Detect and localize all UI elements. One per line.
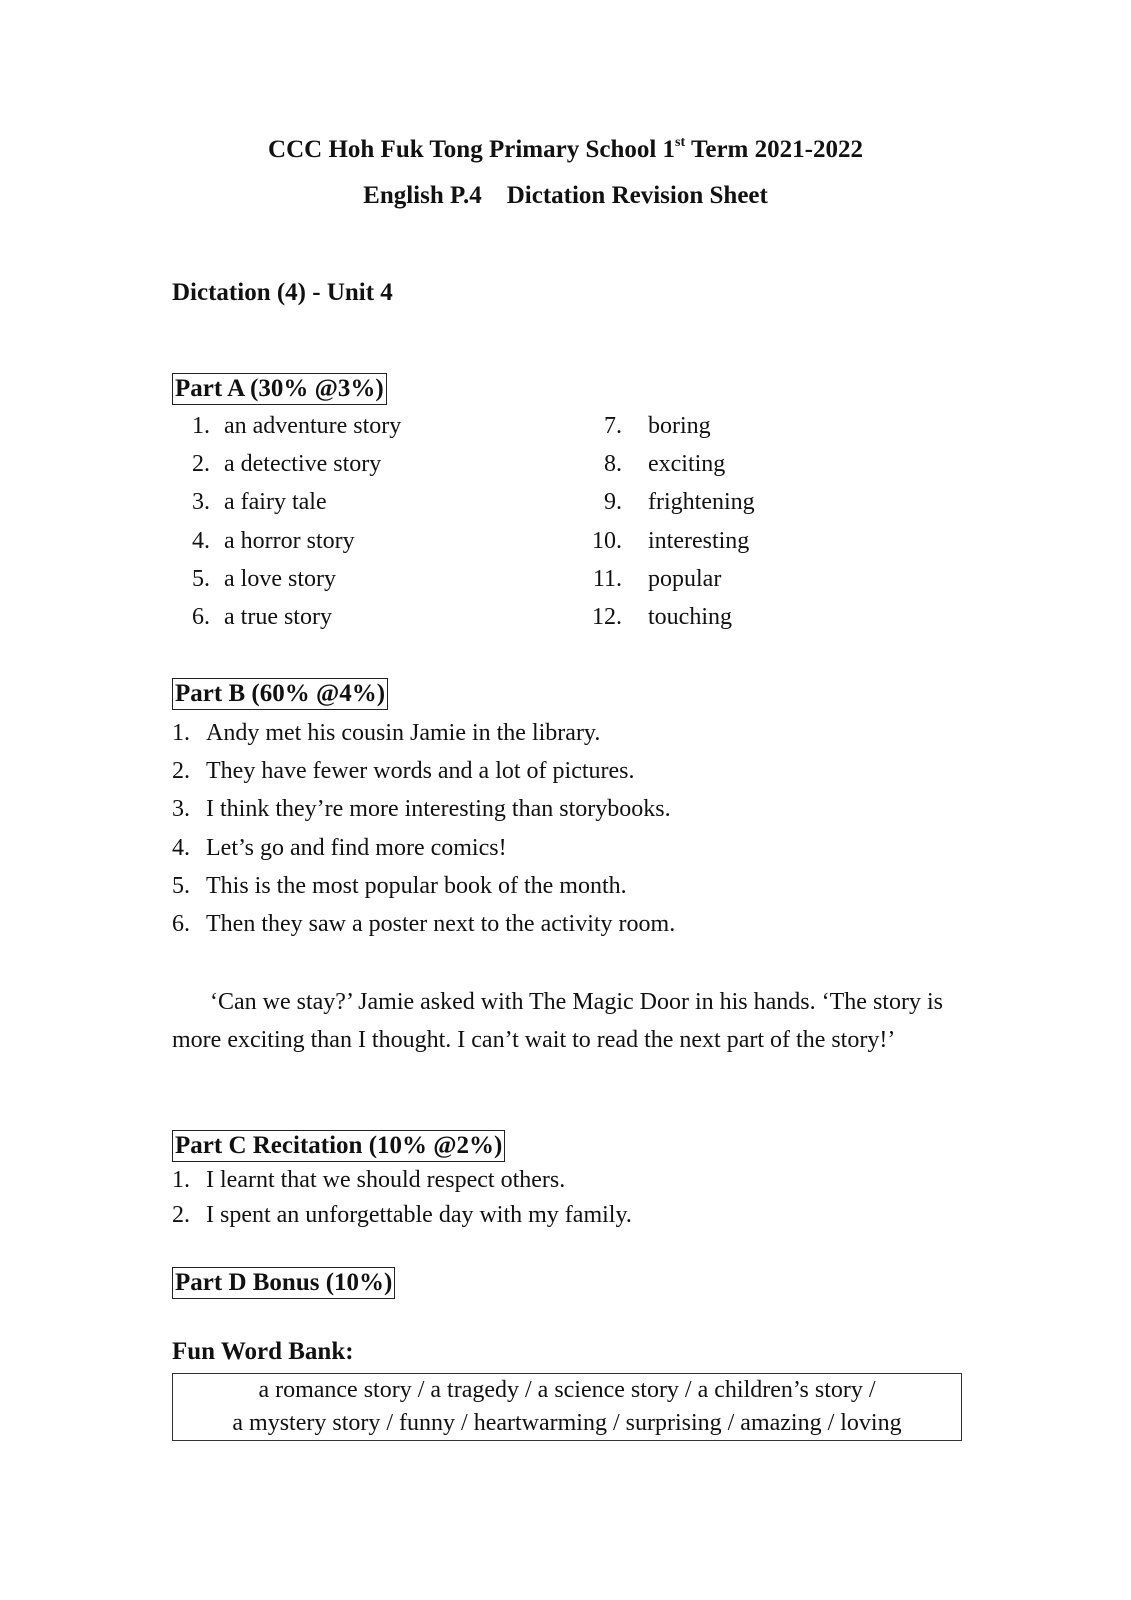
item-text: Let’s go and find more comics! bbox=[206, 834, 507, 861]
part-d-heading: Part D Bonus (10%) bbox=[172, 1267, 395, 1299]
part-c-heading-wrap bbox=[172, 1130, 505, 1162]
part-a-heading-wrap bbox=[172, 373, 387, 405]
item-number: 5. bbox=[192, 565, 210, 592]
item-number: 7. bbox=[604, 412, 622, 439]
school-title-main: CCC Hoh Fuk Tong Primary School 1 bbox=[268, 136, 676, 163]
list-item bbox=[172, 867, 675, 905]
list-item bbox=[172, 1163, 632, 1198]
list-item bbox=[172, 560, 401, 598]
list-item bbox=[572, 445, 755, 483]
item-number: 12. bbox=[592, 604, 622, 631]
item-text: frightening bbox=[648, 489, 755, 516]
item-number: 3. bbox=[192, 489, 210, 516]
item-number: 2. bbox=[172, 1202, 190, 1228]
item-text: boring bbox=[648, 412, 711, 439]
item-number: 11. bbox=[592, 565, 622, 592]
part-a-right-list bbox=[572, 407, 755, 637]
part-b-list bbox=[172, 714, 675, 944]
item-number: 10. bbox=[592, 527, 622, 554]
list-item bbox=[172, 445, 401, 483]
item-text: Andy met his cousin Jamie in the library. bbox=[206, 719, 601, 746]
item-number: 1. bbox=[192, 412, 210, 439]
item-number: 4. bbox=[192, 527, 210, 554]
list-item bbox=[172, 752, 675, 790]
list-item bbox=[572, 598, 755, 636]
item-number: 5. bbox=[172, 872, 190, 899]
part-b-heading: Part B (60% @4%) bbox=[172, 678, 388, 710]
item-number: 1. bbox=[172, 1167, 190, 1193]
list-item bbox=[572, 560, 755, 598]
item-number: 2. bbox=[172, 757, 190, 784]
list-item bbox=[572, 484, 755, 522]
item-number: 3. bbox=[172, 796, 190, 823]
item-number: 2. bbox=[192, 450, 210, 477]
part-b-heading-wrap bbox=[172, 678, 388, 710]
item-number: 9. bbox=[604, 489, 622, 516]
word-bank-line-2: a mystery story / funny / heartwarming / surprising / amazing / loving bbox=[232, 1410, 902, 1436]
part-a-left-list bbox=[172, 407, 401, 637]
item-text: I spent an unforgettable day with my family. bbox=[206, 1202, 632, 1228]
item-text: an adventure story bbox=[224, 412, 402, 439]
school-title bbox=[0, 134, 1131, 166]
item-text: a horror story bbox=[224, 527, 355, 554]
word-bank-box bbox=[172, 1373, 962, 1441]
item-text: Then they saw a poster next to the activity room. bbox=[206, 911, 676, 938]
sheet-subtitle: English P.4 Dictation Revision Sheet bbox=[363, 182, 768, 209]
list-item bbox=[172, 407, 401, 445]
item-number: 1. bbox=[172, 719, 190, 746]
item-text: interesting bbox=[648, 527, 750, 554]
item-text: a love story bbox=[224, 565, 336, 592]
part-c-heading: Part C Recitation (10% @2%) bbox=[172, 1130, 505, 1162]
item-text: a fairy tale bbox=[224, 489, 327, 516]
dictation-heading: Dictation (4) - Unit 4 bbox=[172, 279, 393, 306]
list-item bbox=[172, 484, 401, 522]
list-item bbox=[172, 1198, 632, 1233]
item-number: 6. bbox=[172, 911, 190, 938]
item-text: I learnt that we should respect others. bbox=[206, 1167, 566, 1193]
school-title-term: Term 2021-2022 bbox=[685, 136, 863, 163]
school-title-superscript: st bbox=[675, 134, 686, 150]
list-item bbox=[172, 714, 675, 752]
item-number: 8. bbox=[604, 450, 622, 477]
list-item bbox=[172, 829, 675, 867]
list-item bbox=[572, 522, 755, 560]
list-item bbox=[172, 522, 401, 560]
item-text: touching bbox=[648, 604, 732, 631]
part-d-heading-wrap bbox=[172, 1267, 395, 1299]
list-item bbox=[172, 905, 675, 943]
item-text: exciting bbox=[648, 450, 726, 477]
part-a-heading: Part A (30% @3%) bbox=[172, 373, 387, 405]
story-paragraph: ‘Can we stay?’ Jamie asked with The Magic Door in his hands. ‘The story is more exciting than I thought. I can’t wait to read the next part of the story!’ bbox=[172, 989, 943, 1053]
item-text: a true story bbox=[224, 604, 332, 631]
part-c-list bbox=[172, 1163, 632, 1233]
item-text: I think they’re more interesting than storybooks. bbox=[206, 796, 671, 823]
item-number: 4. bbox=[172, 834, 190, 861]
item-text: a detective story bbox=[224, 450, 382, 477]
item-number: 6. bbox=[192, 604, 210, 631]
list-item bbox=[172, 791, 675, 829]
item-text: popular bbox=[648, 565, 722, 592]
word-bank-heading: Fun Word Bank: bbox=[172, 1338, 354, 1365]
word-bank-line-1: a romance story / a tragedy / a science story / a children’s story / bbox=[258, 1377, 876, 1403]
item-text: This is the most popular book of the month. bbox=[206, 872, 627, 899]
list-item bbox=[172, 598, 401, 636]
item-text: They have fewer words and a lot of pictures. bbox=[206, 757, 635, 784]
list-item bbox=[572, 407, 755, 445]
